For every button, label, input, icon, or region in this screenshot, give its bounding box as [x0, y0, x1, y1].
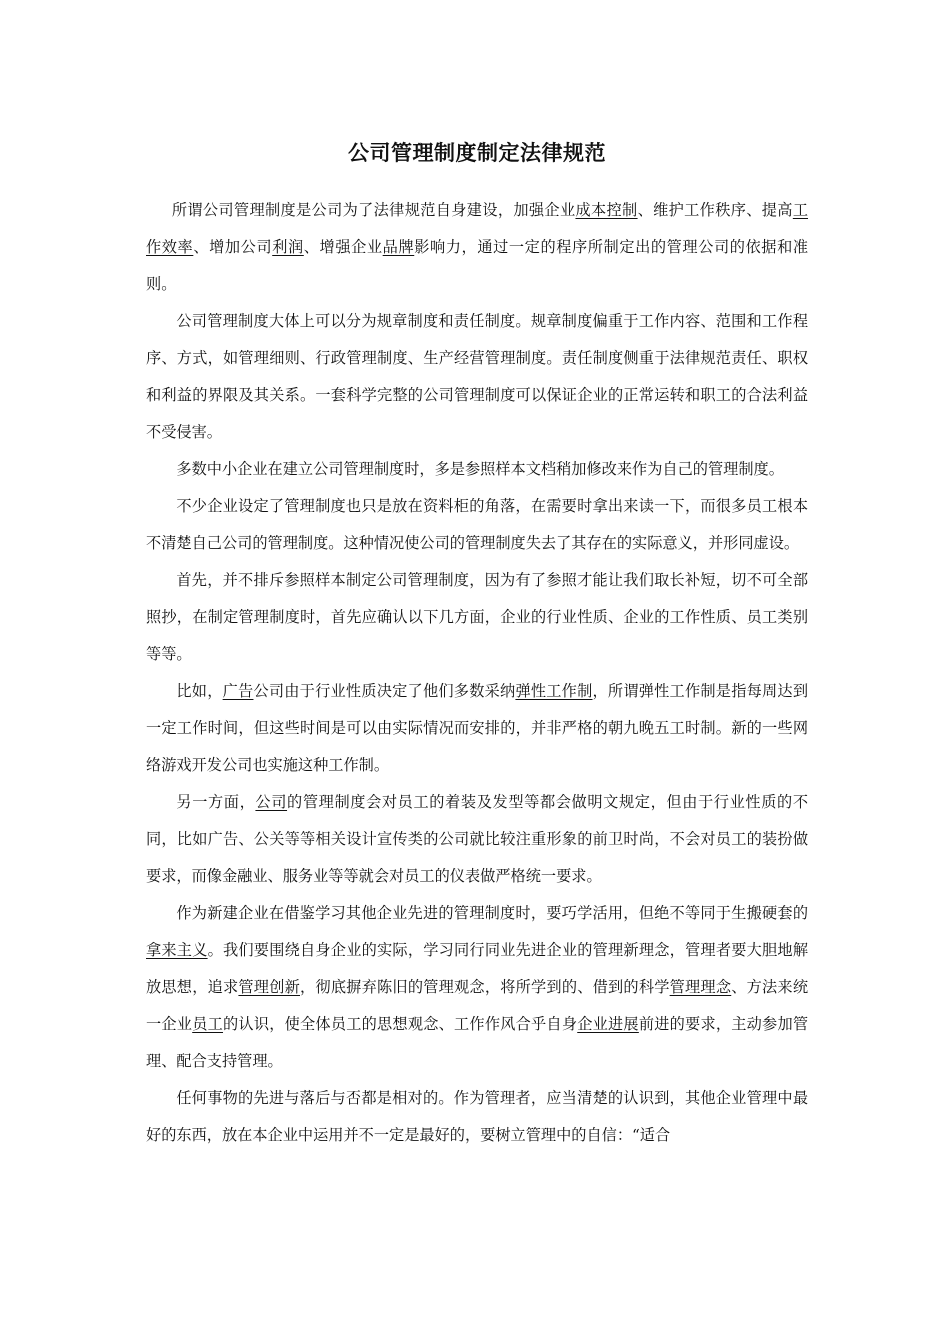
text-run: 首先，并不排斥参照样本制定公司管理制度，因为有了参照才能让我们取长补短，切不可全部照抄，在制定管理制度时，首先应确认以下几方面，企业的行业性质、企业的工作性质、员工类别等等。 — [146, 571, 808, 663]
text-run: 影响力，通过一定的程序所制定出的管理公司的依据和准则。 — [146, 238, 809, 293]
text-run: ，所谓弹性工作制是指每周达到一定工作时间，但这些时间是可以由实际情况而安排的，并非严格的朝九晚五工时制。新的一些网络游戏开发公司也实施这种工作制。 — [146, 682, 809, 774]
underlined-term: 广告 — [222, 682, 254, 700]
text-run: 、维护工作秩序、提高 — [637, 201, 793, 219]
paragraph — [146, 192, 808, 303]
text-run: 、方法来统一企业 — [146, 978, 809, 1033]
text-run: 、增加公司 — [193, 238, 273, 256]
paragraph — [146, 451, 808, 488]
underlined-term: 成本控制 — [575, 201, 638, 219]
text-run: 所谓公司管理制度是公司为了法律规范自身建设，加强企业 — [171, 201, 576, 219]
paragraph — [146, 303, 808, 451]
text-run: 的认识，使全体员工的思想观念、工作作风合乎自身 — [223, 1015, 578, 1033]
paragraph — [146, 488, 808, 562]
underlined-term: 拿来主义 — [146, 941, 208, 959]
text-run: 多数中小企业在建立公司管理制度时，多是参照样本文档稍加修改来作为自己的管理制度。 — [176, 460, 784, 478]
text-run: 比如， — [176, 682, 223, 700]
paragraph — [146, 673, 808, 784]
text-run: 的管理制度会对员工的着装及发型等都会做明文规定，但由于行业性质的不同，比如广告、公关等等相关设计宣传类的公司就比较注重形象的前卫时尚，不会对员工的装扮做要求，而像金融业、服务业等等就会对员工的仪表做严格统一要求。 — [146, 793, 809, 885]
text-run: 公司由于行业性质决定了他们多数采纳 — [253, 682, 516, 700]
document-body — [146, 192, 808, 1154]
text-run: 。我们要围绕自身企业的实际，学习同行同业先进企业的管理新理念，管理者要大胆地解放思想，追求 — [146, 941, 809, 996]
paragraph — [146, 784, 808, 895]
text-run: 、增强企业 — [303, 238, 383, 256]
paragraph — [146, 562, 808, 673]
underlined-term: 利润 — [272, 238, 304, 256]
paragraph — [146, 895, 808, 1080]
text-run: ，彻底摒弃陈旧的管理观念，将所学到的、借到的科学 — [300, 978, 670, 996]
underlined-term: 公司 — [255, 793, 288, 811]
text-run: 任何事物的先进与落后与否都是相对的。作为管理者，应当清楚的认识到，其他企业管理中最好的东西，放在本企业中运用并不一定是最好的，要树立管理中的自信：“适合 — [146, 1089, 808, 1144]
text-run: 另一方面， — [176, 793, 256, 811]
document-title: 公司管理制度制定法律规范 — [348, 141, 606, 165]
underlined-term: 员工 — [192, 1015, 224, 1033]
text-run: 作为新建企业在借鉴学习其他企业先进的管理制度时，要巧学活用，但绝不等同于生搬硬套的 — [176, 904, 808, 922]
text-run: 不少企业设定了管理制度也只是放在资料柜的角落，在需要时拿出来读一下，而很多员工根本不清楚自己公司的管理制度。这种情况使公司的管理制度失去了其存在的实际意义，并形同虚设。 — [146, 497, 808, 552]
text-run: 前进的要求，主动参加管理、配合支持管理。 — [146, 1015, 809, 1070]
underlined-term: 工作效率 — [146, 201, 809, 256]
paragraph — [146, 1080, 808, 1154]
text-run: 公司管理制度大体上可以分为规章制度和责任制度。规章制度偏重于工作内容、范围和工作程序、方式，如管理细则、行政管理制度、生产经营管理制度。责任制度侧重于法律规范责任、职权和利益的界限及其关系。一套科学完整的公司管理制度可以保证企业的正常运转和职工的合法利益不受侵害。 — [146, 312, 808, 441]
underlined-term: 管理理念 — [669, 978, 732, 996]
underlined-term: 弹性工作制 — [515, 682, 593, 700]
underlined-term: 品牌 — [382, 238, 415, 256]
underlined-term: 企业进展 — [577, 1015, 639, 1033]
underlined-term: 管理创新 — [238, 978, 301, 996]
